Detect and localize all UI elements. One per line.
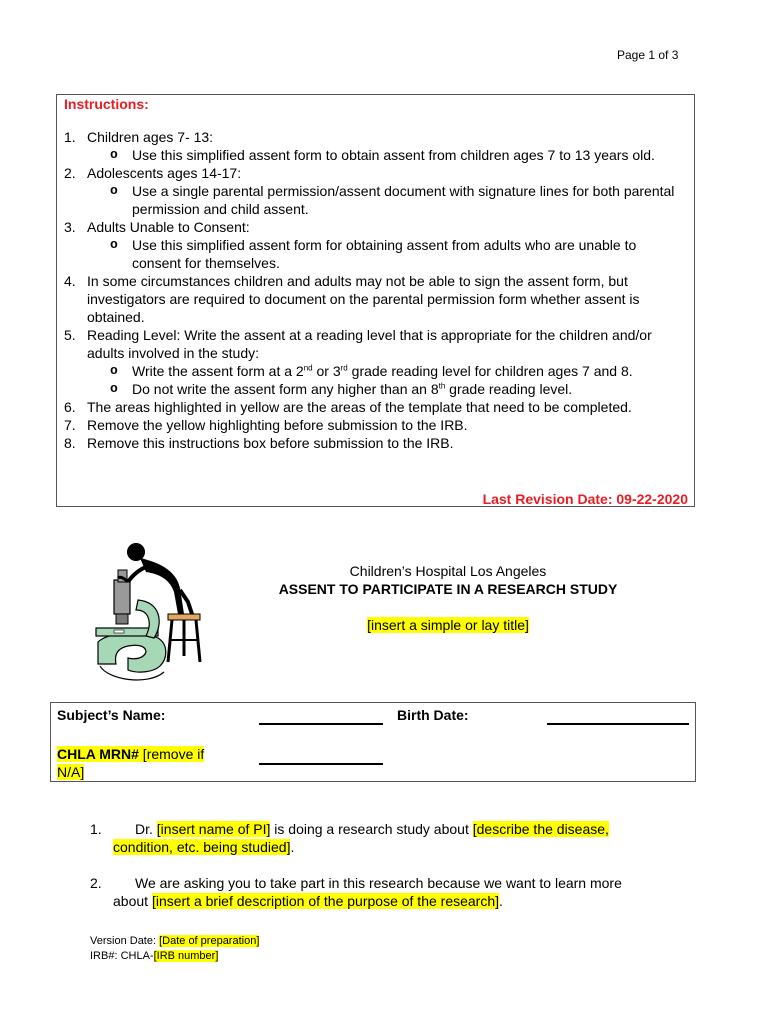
bullet-icon: o: [110, 363, 118, 378]
instructions-box: [56, 94, 695, 507]
instruction-item: 3. Adults Unable to Consent:: [64, 219, 250, 235]
bullet-icon: o: [110, 147, 118, 162]
instruction-subitem: o Use a single parental permission/assent document with signature lines for both parental permission and child assent.: [110, 183, 675, 217]
bullet-icon: o: [110, 183, 118, 198]
hospital-name: Children’s Hospital Los Angeles: [349, 563, 547, 579]
instruction-item: 4. In some circumstances children and adults may not be able to sign the assent form, but investigators are required to document on the parental permission form whether assent is obtained.: [64, 273, 640, 325]
mrn-line[interactable]: [259, 763, 383, 765]
subject-name-label: Subject’s Name:: [57, 707, 166, 723]
instruction-subitem: o Use this simplified assent form for obtaining assent from adults who are unable to consent for themselves.: [110, 237, 637, 271]
paragraph-1: 1. Dr. [insert name of PI] is doing a research study about [describe the disease, condition, etc. being studied].: [90, 821, 609, 855]
instructions-list: [64, 128, 689, 452]
birth-date-label: Birth Date:: [397, 707, 469, 723]
document-title: ASSENT TO PARTICIPATE IN A RESEARCH STUDY: [278, 581, 618, 597]
instruction-item: 1. Children ages 7- 13:: [64, 129, 214, 145]
paragraph-2: 2. We are asking you to take part in this research because we want to learn more about [insert a brief description of the purpose of the research].: [90, 875, 622, 909]
last-revision-date: Last Revision Date: 09-22-2020: [482, 491, 688, 507]
instruction-subitem: o Do not write the assent form any higher than an 8th grade reading level.: [110, 381, 573, 397]
scientist-microscope-illustration: [88, 540, 218, 690]
instruction-item: 8. Remove this instructions box before submission to the IRB.: [64, 435, 454, 451]
instruction-item: 6. The areas highlighted in yellow are the areas of the template that need to be completed.: [64, 399, 632, 415]
microscope-tube: [114, 580, 130, 614]
instruction-item: 5. Reading Level: Write the assent at a reading level that is appropriate for the children and/or adults involved in the study:: [64, 327, 652, 361]
instruction-subitem: o Write the assent form at a 2nd or 3rd grade reading level for children ages 7 and 8.: [110, 363, 633, 379]
bullet-icon: o: [110, 381, 118, 396]
subject-name-line[interactable]: [259, 723, 383, 725]
subject-info-box: [50, 702, 696, 782]
lay-title-placeholder: [insert a simple or lay title]: [367, 617, 529, 633]
instruction-subitem: o Use this simplified assent form to obtain assent from children ages 7 to 13 years old.: [110, 147, 655, 163]
birth-date-line[interactable]: [547, 723, 689, 725]
instructions-title: Instructions:: [64, 96, 149, 112]
bullet-icon: o: [110, 237, 118, 252]
instruction-item: 2. Adolescents ages 14-17:: [64, 165, 242, 181]
version-date: Version Date: [Date of preparation]: [90, 935, 260, 947]
instruction-item: 7. Remove the yellow highlighting before submission to the IRB.: [64, 417, 468, 433]
microscope-base: [98, 633, 166, 672]
page-number: Page 1 of 3: [617, 48, 679, 62]
mrn-label: CHLA MRN# [remove if N/A]: [57, 746, 205, 780]
footer: [90, 934, 259, 964]
irb-number: IRB#: CHLA-[IRB number]: [90, 950, 219, 962]
